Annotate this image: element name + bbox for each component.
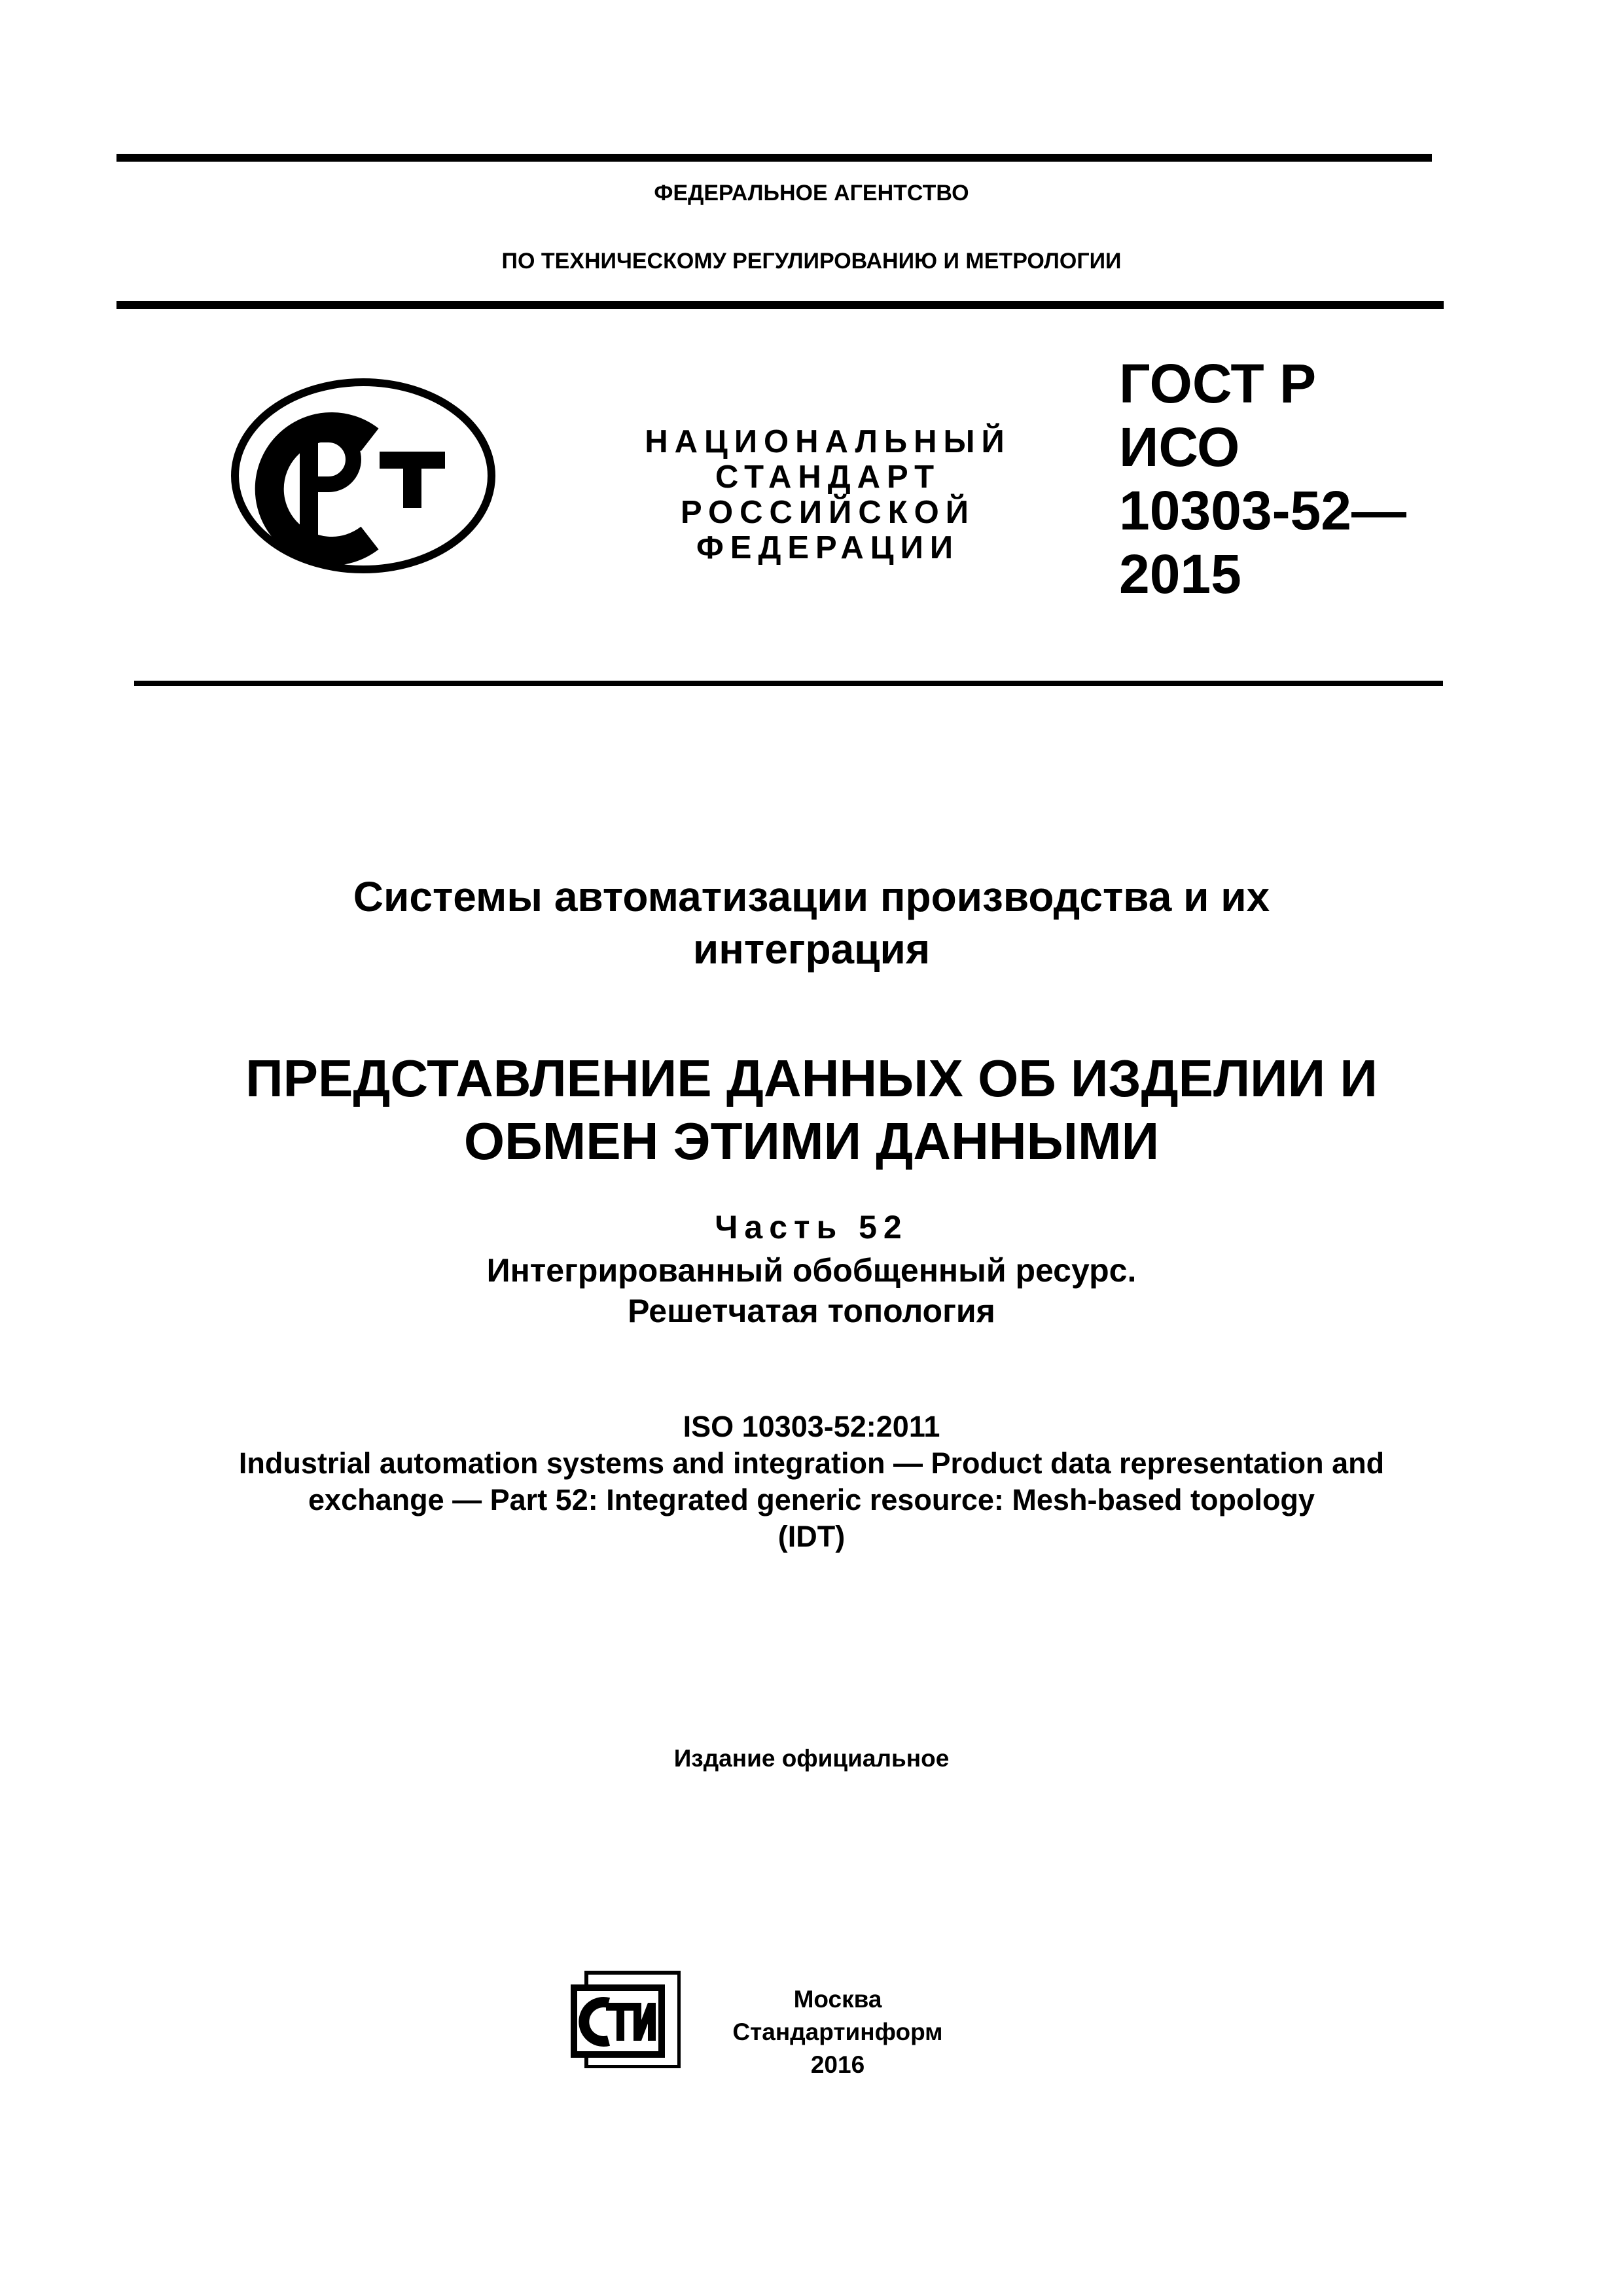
part-title [0, 1250, 1623, 1331]
standard-designation [1119, 352, 1446, 606]
national-standard-line-3: РОССИЙСКОЙ [681, 495, 975, 530]
designation-bottom-rule [134, 681, 1443, 686]
publisher-info [694, 1983, 982, 2081]
standartinform-logo [568, 1970, 681, 2068]
iso-reference-line-4: (IDT) [777, 1520, 846, 1553]
national-standard-line-1: НАЦИОНАЛЬНЫЙ [645, 424, 1011, 459]
edition-label: Издание официальное [673, 1745, 950, 1772]
part-label: Часть 52 [715, 1209, 908, 1246]
general-title-line-1: Системы автоматизации производства и их [353, 873, 1270, 920]
designation-line-3: 10303-52— [1119, 480, 1406, 541]
iso-reference-line-2: Industrial automation systems and integration — Product data representation and [238, 1446, 1385, 1480]
designation-line-4: 2015 [1119, 543, 1241, 605]
iso-reference-line-1: ISO 10303-52:2011 [683, 1410, 940, 1443]
designation-line-1: ГОСТ Р [1119, 353, 1317, 414]
header-top-rule [116, 154, 1432, 162]
part-title-line-1: Интегрированный обобщенный ресурс. [486, 1252, 1137, 1289]
general-title [0, 870, 1623, 975]
header-bottom-rule [116, 301, 1444, 309]
rst-logo [229, 374, 497, 577]
part-title-line-2: Решетчатая топология [628, 1293, 995, 1329]
national-standard-line-4: ФЕДЕРАЦИИ [696, 530, 960, 565]
publisher-year: 2016 [810, 2051, 865, 2078]
national-standard-line-2: СТАНДАРТ [715, 459, 941, 495]
main-title-line-1: ПРЕДСТАВЛЕНИЕ ДАННЫХ ОБ ИЗДЕЛИИ И [245, 1049, 1378, 1107]
agency-line-2: ПО ТЕХНИЧЕСКОМУ РЕГУЛИРОВАНИЮ И МЕТРОЛОГИИ [501, 249, 1122, 274]
designation-line-2: ИСО [1119, 416, 1240, 478]
publisher-city: Москва [793, 1986, 882, 2013]
iso-reference [0, 1408, 1623, 1555]
national-standard-label [599, 424, 1057, 565]
main-title [0, 1047, 1623, 1173]
agency-line-1: ФЕДЕРАЛЬНОЕ АГЕНТСТВО [654, 181, 969, 206]
publisher-name: Стандартинформ [732, 2018, 943, 2045]
main-title-line-2: ОБМЕН ЭТИМИ ДАННЫМИ [463, 1112, 1160, 1170]
general-title-line-2: интеграция [692, 925, 931, 973]
iso-reference-line-3: exchange — Part 52: Integrated generic resource: Mesh-based topology [308, 1483, 1315, 1516]
